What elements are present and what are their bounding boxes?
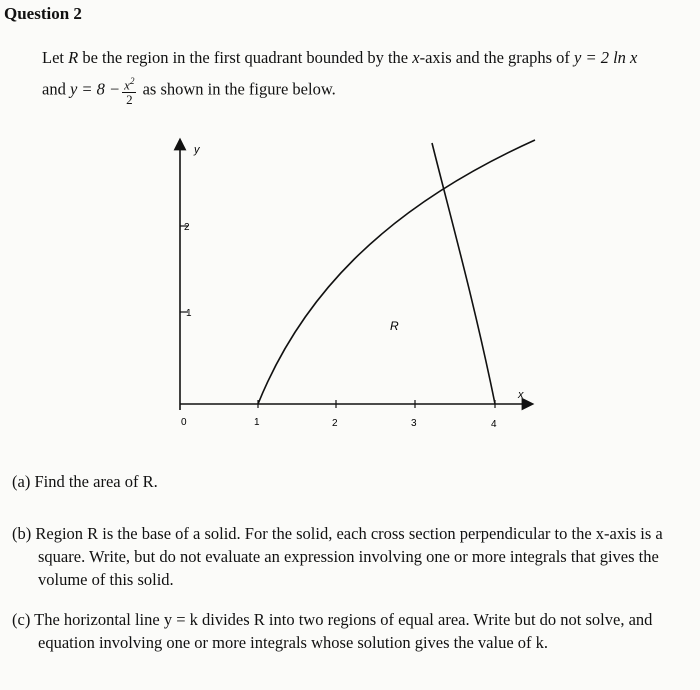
x-symbol: x [412, 48, 420, 67]
region-label: R [390, 319, 399, 333]
equation-parabola-left: y = 8 − [69, 79, 121, 99]
part-c [12, 608, 682, 654]
x-tick-label-2: 2 [332, 418, 338, 429]
part-c-label: (c) [12, 610, 31, 629]
part-b [12, 522, 672, 591]
log-curve [258, 140, 535, 404]
intro-after: as shown in the figure below. [138, 79, 336, 99]
equation-log: y = 2 ln x [574, 48, 638, 67]
intro-text-a: Let [42, 48, 69, 67]
intro-text-c: -axis and the graphs of [419, 48, 575, 67]
part-a [12, 470, 158, 493]
exponent: 2 [129, 76, 135, 86]
intro-and: and [42, 79, 70, 99]
fraction-denominator: 2 [126, 92, 133, 108]
x-tick-label-1: 1 [254, 417, 260, 428]
x-tick-label-4: 4 [491, 419, 497, 430]
part-b-text: Region R is the base of a solid. For the solid, each cross section perpendicular to the x-axis is a square. Write, but do not evaluate an expression involving one or more integrals that gives the volume of this solid. [35, 524, 663, 589]
part-b-label: (b) [12, 524, 32, 543]
part-a-text: Find the area of R. [34, 472, 158, 491]
x-tick-label-3: 3 [411, 418, 417, 429]
x-axis-label: x [518, 389, 524, 401]
y-axis-label: y [194, 144, 200, 156]
question-title: Question 2 [4, 4, 82, 23]
y-tick-label-2: 2 [184, 222, 190, 233]
part-a-label: (a) [12, 472, 31, 491]
part-c-text: The horizontal line y = k divides R into two regions of equal area. Write but do not solve, and equation involving one or more integrals whose solution gives the value of k. [34, 610, 653, 652]
fraction-numerator: $x^2$ [124, 76, 135, 93]
y-tick-label-1: 1 [186, 308, 192, 319]
parabola-curve [432, 143, 495, 404]
intro-text-b: be the region in the first quadrant bounded by the [78, 48, 413, 67]
origin-label: 0 [181, 417, 187, 428]
region-symbol: R [68, 48, 79, 67]
